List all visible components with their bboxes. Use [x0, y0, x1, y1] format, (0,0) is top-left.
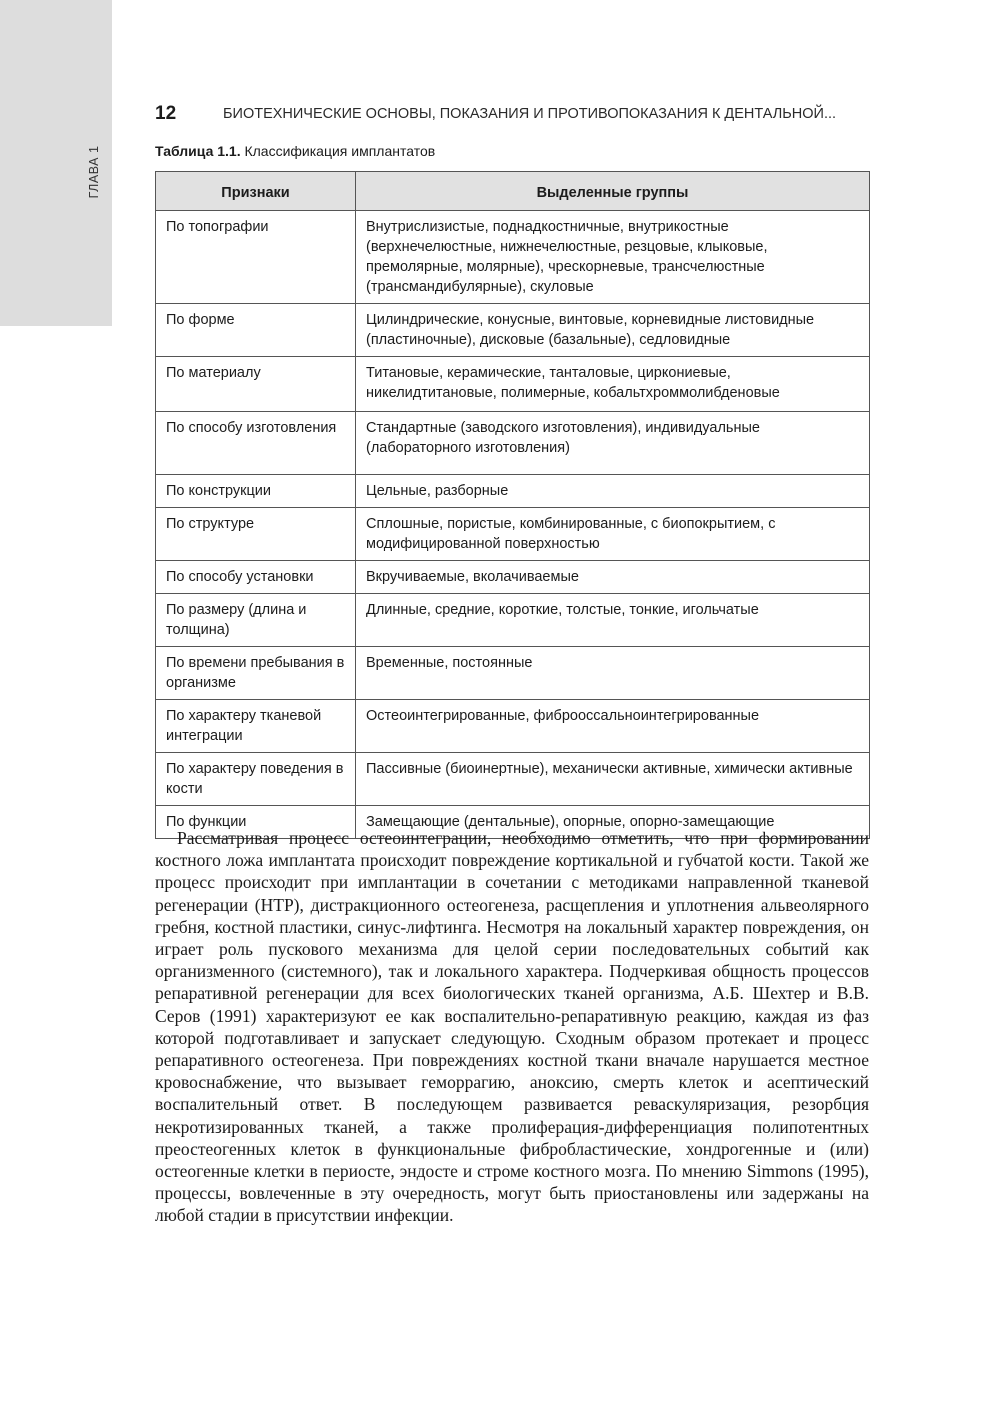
groups-cell: Замещающие (дентальные), опорные, опорно-замещающие	[356, 806, 870, 839]
groups-cell: Пассивные (биоинертные), механически активные, химически активные	[356, 753, 870, 806]
table-row	[156, 357, 870, 412]
feature-cell: По размеру (длина и толщина)	[156, 594, 356, 647]
table-row	[156, 475, 870, 508]
feature-cell: По характеру поведения в кости	[156, 753, 356, 806]
implant-classification-table	[155, 171, 870, 839]
column-header-groups: Выделенные группы	[356, 172, 870, 211]
chapter-label: ГЛАВА 1	[87, 145, 101, 199]
body-paragraph: Рассматривая процесс остеоинтеграции, необходимо отметить, что при формировании костного ложа имплантата происходит повреждение кортикальной и губчатой кости. Такой же процесс происходит при имплантации в сочетании с методиками направленной тканевой регенерации (НТР), дистракционного остеогенеза, расщепления и уплотнения альвеолярного гребня, костной пластики, синус-лифтинга. Несмотря на локальный характер повреждения, он играет роль пускового механизма для целой серии последовательных событий как организменного (системного), так и локального характера. Подчеркивая общность процессов репаративной регенерации для всех биологических тканей организма, А.Б. Шехтер и В.В. Серов (1991) характеризуют ее как воспалительно-репаративную реакцию, каждая из фаз которой подготавливает и запускает следующую. Сходным образом протекает и процесс репаративного остеогенеза. При повреждениях костной ткани вначале нарушается местное кровоснабжение, что вызывает геморрагию, аноксию, смерть клеток и асептический воспалительный ответ. В последующем развивается реваскуляризация, резорбция некротизированных тканей, а также пролиферация-дифференциация полипотентных преостеогенных клеток в функциональные фибробластические, хондрогенные и (или) остеогенные клетки в периосте, эндосте и строме костного мозга. По мнению Simmons (1995), процессы, вовлеченные в эту очередность, могут быть приостановлены или задержаны на любой стадии в присутствии инфекции.	[155, 828, 869, 1226]
feature-cell: По материалу	[156, 357, 356, 412]
feature-cell: По способу установки	[156, 561, 356, 594]
page-number: 12	[155, 103, 177, 124]
groups-cell: Цельные, разборные	[356, 475, 870, 508]
feature-cell: По характеру тканевой интеграции	[156, 700, 356, 753]
feature-cell: По структуре	[156, 508, 356, 561]
feature-cell: По форме	[156, 304, 356, 357]
groups-cell: Цилиндрические, конусные, винтовые, корневидные листовидные (пластиночные), дисковые (базальные), седловидные	[356, 304, 870, 357]
feature-cell: По топографии	[156, 211, 356, 304]
groups-cell: Стандартные (заводского изготовления), индивидуальные (лабораторного изготовления)	[356, 412, 870, 475]
table-row	[156, 700, 870, 753]
table-row	[156, 211, 870, 304]
table-row	[156, 508, 870, 561]
groups-cell: Титановые, керамические, танталовые, циркониевые, никелидтитановые, полимерные, кобальтхроммолибденовые	[356, 357, 870, 412]
groups-cell: Сплошные, пористые, комбинированные, с биопокрытием, с модифицированной поверхностью	[356, 508, 870, 561]
table-row	[156, 753, 870, 806]
groups-cell: Остеоинтегрированные, фиброоссальноинтегрированные	[356, 700, 870, 753]
table-caption-label: Таблица 1.1.	[155, 143, 241, 159]
feature-cell: По конструкции	[156, 475, 356, 508]
table-header-row	[156, 172, 870, 211]
table-row	[156, 412, 870, 475]
feature-cell: По времени пребывания в организме	[156, 647, 356, 700]
groups-cell: Внутрислизистые, поднадкостничные, внутрикостные (верхнечелюстные, нижнечелюстные, резцовые, клыковые, премолярные, молярные), чрескорневые, трансчелюстные (трансмандибулярные), скуловые	[356, 211, 870, 304]
table-row	[156, 647, 870, 700]
table-caption	[155, 143, 435, 159]
table-row	[156, 561, 870, 594]
running-title: БИОТЕХНИЧЕСКИЕ ОСНОВЫ, ПОКАЗАНИЯ И ПРОТИВОПОКАЗАНИЯ К ДЕНТАЛЬНОЙ...	[223, 106, 837, 122]
groups-cell: Временные, постоянные	[356, 647, 870, 700]
groups-cell: Вкручиваемые, вколачиваемые	[356, 561, 870, 594]
table-row	[156, 594, 870, 647]
page-header	[155, 103, 870, 129]
column-header-features: Признаки	[156, 172, 356, 211]
chapter-side-tab	[0, 0, 112, 326]
table-caption-text: Классификация имплантатов	[240, 143, 436, 159]
table-row	[156, 304, 870, 357]
groups-cell: Длинные, средние, короткие, толстые, тонкие, игольчатые	[356, 594, 870, 647]
feature-cell: По функции	[156, 806, 356, 839]
feature-cell: По способу изготовления	[156, 412, 356, 475]
